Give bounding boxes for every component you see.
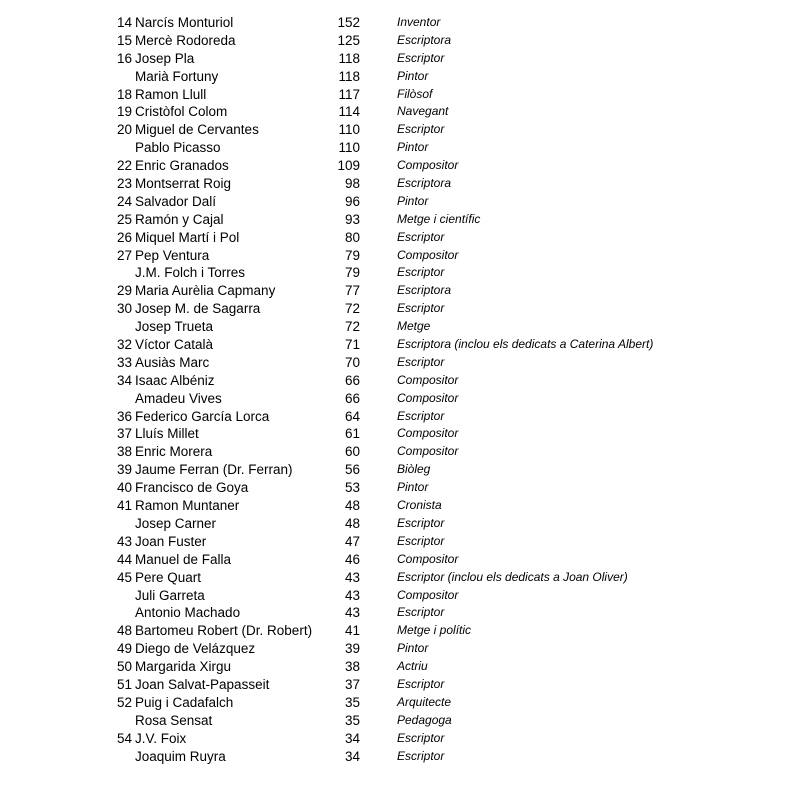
person-name: Manuel de Falla [135, 551, 232, 567]
person-name: Josep Trueta [135, 319, 214, 335]
list-item [0, 300, 789, 318]
count-value: 38 [344, 659, 360, 675]
role-label: Pintor [397, 193, 429, 208]
rank-number: 37 [116, 426, 132, 442]
role-label: Escriptor [397, 354, 445, 369]
list-item [0, 461, 789, 479]
count-value: 93 [344, 211, 360, 227]
list-item [0, 515, 789, 533]
rank-number: 39 [116, 462, 132, 478]
person-name: Marià Fortuny [135, 68, 219, 84]
rank-number: 54 [116, 730, 132, 746]
list-item [0, 425, 789, 443]
person-name: Diego de Velázquez [135, 641, 256, 657]
rank-number: 38 [116, 444, 132, 460]
list-item [0, 193, 789, 211]
person-name: Narcís Monturiol [135, 15, 234, 30]
rank-number: 20 [116, 122, 132, 138]
list-item [0, 282, 789, 300]
person-name: Juli Garreta [135, 587, 205, 603]
person-name: Enric Granados [135, 158, 229, 174]
rank-number: 44 [116, 551, 132, 567]
person-name: Ramon Muntaner [135, 498, 240, 514]
role-label: Filòsof [397, 86, 433, 101]
person-name: J.V. Foix [135, 730, 187, 746]
list-item [0, 336, 789, 354]
list-item [0, 676, 789, 694]
rank-number: 48 [116, 623, 132, 639]
person-name: Cristòfol Colom [135, 104, 228, 120]
count-value: 37 [344, 676, 360, 692]
role-label: Escriptora [397, 176, 452, 191]
count-value: 110 [338, 140, 360, 156]
person-name: Mercè Rodoreda [135, 32, 236, 48]
list-item [0, 264, 789, 282]
count-value: 109 [337, 158, 360, 174]
count-value: 39 [344, 641, 360, 657]
list-item [0, 497, 789, 515]
count-value: 35 [344, 694, 360, 710]
person-name: Pablo Picasso [135, 140, 221, 156]
person-name: Víctor Català [135, 337, 214, 353]
count-value: 96 [344, 193, 360, 209]
count-value: 66 [344, 390, 360, 406]
person-name: Josep Pla [135, 50, 195, 66]
role-label: Escriptor [397, 730, 445, 745]
person-name: Federico García Lorca [135, 408, 270, 424]
person-name: Antonio Machado [135, 605, 241, 621]
list-item [0, 408, 789, 426]
list-item [0, 694, 789, 712]
count-value: 43 [344, 587, 360, 603]
person-name: Rosa Sensat [135, 712, 213, 728]
list-item [0, 103, 789, 121]
count-value: 56 [344, 462, 360, 478]
list-item [0, 86, 789, 104]
list-item [0, 175, 789, 193]
role-label: Compositor [397, 372, 459, 387]
list-item [0, 712, 789, 730]
list-item [0, 390, 789, 408]
list-item [0, 32, 789, 50]
list-item [0, 622, 789, 640]
role-label: Pintor [397, 68, 429, 83]
role-label: Compositor [397, 158, 459, 173]
count-value: 34 [344, 730, 360, 746]
count-value: 43 [344, 569, 360, 585]
ranking-list [0, 14, 789, 765]
list-item [0, 604, 789, 622]
person-name: Lluís Millet [135, 426, 199, 442]
list-item [0, 229, 789, 247]
count-value: 35 [344, 712, 360, 728]
list-item [0, 354, 789, 372]
person-name: Joaquim Ruyra [135, 748, 226, 764]
count-value: 118 [338, 68, 360, 84]
person-name: Ramón y Cajal [135, 211, 224, 227]
count-value: 77 [344, 283, 360, 299]
count-value: 72 [344, 319, 360, 335]
role-label: Escriptor [397, 533, 445, 548]
person-name: Francisco de Goya [135, 480, 249, 496]
list-item [0, 551, 789, 569]
person-name: Enric Morera [135, 444, 213, 460]
count-value: 114 [338, 104, 360, 120]
rank-number: 14 [116, 15, 132, 30]
list-item [0, 730, 789, 748]
role-label: Pedagoga [397, 712, 452, 727]
rank-number: 22 [116, 158, 132, 174]
rank-number: 24 [116, 193, 132, 209]
rank-number: 18 [116, 86, 132, 102]
role-label: Escriptor [397, 122, 445, 137]
person-name: Josep Carner [135, 515, 217, 531]
rank-number: 50 [116, 659, 132, 675]
list-item [0, 211, 789, 229]
list-item [0, 748, 789, 766]
person-name: Ausiàs Marc [135, 354, 210, 370]
count-value: 48 [344, 498, 360, 514]
list-item [0, 121, 789, 139]
role-label: Pintor [397, 641, 429, 656]
count-value: 72 [344, 301, 360, 317]
count-value: 66 [344, 372, 360, 388]
person-name: Pere Quart [135, 569, 202, 585]
role-label: Biòleg [397, 462, 431, 477]
role-label: Escriptor [397, 408, 445, 423]
count-value: 64 [344, 408, 360, 424]
role-label: Escriptor [397, 605, 445, 620]
person-name: Bartomeu Robert (Dr. Robert) [135, 623, 313, 639]
count-value: 110 [338, 122, 360, 138]
role-label: Escriptor [397, 229, 445, 244]
person-name: Josep M. de Sagarra [135, 301, 261, 317]
count-value: 98 [344, 176, 360, 192]
person-name: Ramon Llull [135, 86, 207, 102]
role-label: Escriptora [397, 283, 452, 298]
list-item [0, 479, 789, 497]
rank-number: 33 [116, 354, 132, 370]
list-item [0, 658, 789, 676]
role-label: Pintor [397, 140, 429, 155]
role-label: Metge i científic [397, 211, 481, 226]
list-item [0, 247, 789, 265]
person-name: Joan Salvat-Papasseit [135, 676, 270, 692]
count-value: 41 [344, 623, 360, 639]
role-label: Metge i polític [397, 623, 472, 638]
person-name: Jaume Ferran (Dr. Ferran) [135, 462, 293, 478]
role-label: Cronista [397, 498, 442, 513]
count-value: 79 [344, 247, 360, 263]
count-value: 34 [344, 748, 360, 764]
role-label: Metge [397, 319, 431, 334]
role-label: Escriptora [397, 32, 452, 47]
role-label: Escriptor [397, 748, 445, 763]
role-label: Arquitecte [397, 694, 452, 709]
role-label: Escriptor [397, 301, 445, 316]
person-name: Isaac Albéniz [135, 372, 215, 388]
rank-number: 27 [116, 247, 132, 263]
role-label: Inventor [397, 15, 441, 29]
rank-number: 43 [116, 533, 132, 549]
list-item [0, 50, 789, 68]
role-label: Pintor [397, 480, 429, 495]
count-value: 61 [344, 426, 360, 442]
count-value: 117 [338, 86, 360, 102]
count-value: 152 [337, 15, 360, 30]
rank-number: 32 [116, 337, 132, 353]
person-name: Margarida Xirgu [135, 659, 232, 675]
list-item [0, 318, 789, 336]
role-label: Compositor [397, 426, 459, 441]
role-label: Escriptor [397, 515, 445, 530]
rank-number: 23 [116, 176, 132, 192]
list-item [0, 533, 789, 551]
person-name: Salvador Dalí [135, 193, 217, 209]
list-item [0, 372, 789, 390]
person-name: J.M. Folch i Torres [135, 265, 246, 281]
rank-number: 45 [116, 569, 132, 585]
rank-number: 51 [116, 676, 132, 692]
person-name: Miquel Martí i Pol [135, 229, 240, 245]
count-value: 125 [337, 32, 360, 48]
count-value: 118 [338, 50, 360, 66]
role-label: Compositor [397, 551, 459, 566]
rank-number: 36 [116, 408, 132, 424]
count-value: 71 [344, 337, 360, 353]
list-item [0, 640, 789, 658]
role-label: Escriptor (inclou els dedicats a Joan Oliver) [397, 569, 628, 584]
person-name: Miguel de Cervantes [135, 122, 259, 138]
count-value: 79 [344, 265, 360, 281]
person-name: Amadeu Vives [135, 390, 222, 406]
role-label: Escriptor [397, 265, 445, 280]
count-value: 60 [344, 444, 360, 460]
list-item [0, 587, 789, 605]
person-name: Joan Fuster [135, 533, 207, 549]
role-label: Compositor [397, 390, 459, 405]
rank-number: 29 [116, 283, 132, 299]
rank-number: 41 [116, 498, 132, 514]
role-label: Escriptora (inclou els dedicats a Caterina Albert) [397, 337, 654, 352]
rank-number: 15 [116, 32, 132, 48]
rank-number: 25 [116, 211, 132, 227]
list-item [0, 569, 789, 587]
role-label: Compositor [397, 587, 459, 602]
role-label: Compositor [397, 247, 459, 262]
count-value: 70 [344, 354, 360, 370]
role-label: Compositor [397, 444, 459, 459]
person-name: Maria Aurèlia Capmany [135, 283, 276, 299]
count-value: 48 [344, 515, 360, 531]
person-name: Montserrat Roig [135, 176, 232, 192]
person-name: Puig i Cadafalch [135, 694, 234, 710]
count-value: 53 [344, 480, 360, 496]
list-item [0, 139, 789, 157]
role-label: Escriptor [397, 50, 445, 65]
count-value: 46 [344, 551, 360, 567]
rank-number: 40 [116, 480, 132, 496]
list-item [0, 14, 789, 32]
list-item [0, 157, 789, 175]
rank-number: 30 [116, 301, 132, 317]
count-value: 80 [344, 229, 360, 245]
rank-number: 19 [116, 104, 132, 120]
count-value: 47 [344, 533, 360, 549]
list-item [0, 443, 789, 461]
rank-number: 16 [116, 50, 132, 66]
role-label: Escriptor [397, 676, 445, 691]
role-label: Actriu [397, 659, 428, 674]
list-item [0, 68, 789, 86]
rank-number: 26 [116, 229, 132, 245]
rank-number: 34 [116, 372, 132, 388]
person-name: Pep Ventura [135, 247, 210, 263]
role-label: Navegant [397, 104, 449, 119]
count-value: 43 [344, 605, 360, 621]
rank-number: 52 [116, 694, 132, 710]
rank-number: 49 [116, 641, 132, 657]
